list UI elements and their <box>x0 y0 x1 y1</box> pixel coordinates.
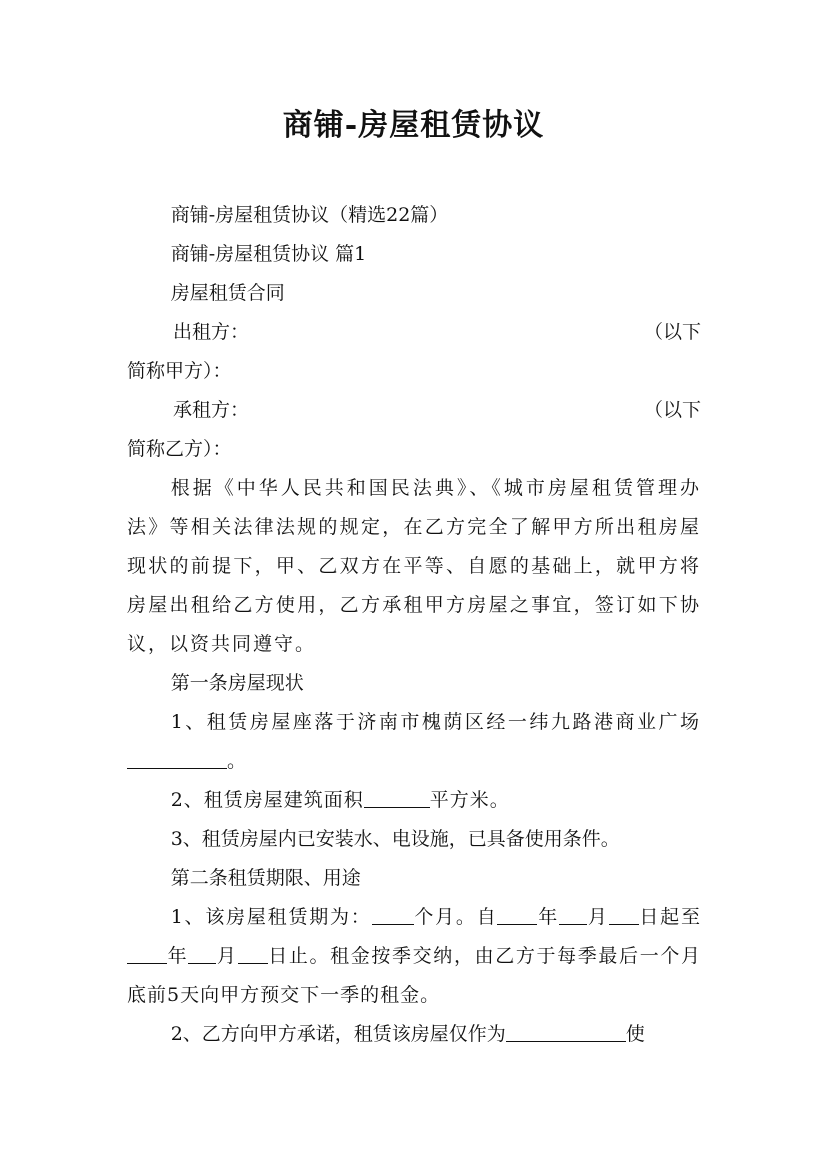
article-1-clause-2 <box>127 781 701 820</box>
lessee-continuation: 简称乙方）： <box>127 438 232 460</box>
clause-text: 日止。租金按季交纳，由乙方于每季最后一个月底前5天向甲方预交下一季的租金。 <box>127 945 701 1006</box>
blank-line <box>364 788 430 808</box>
clause-text: 1、该房屋租赁期为： <box>170 906 372 928</box>
clause-text: 2、租赁房屋建筑面积 <box>170 789 364 811</box>
lessee-label: 承租方： <box>173 399 250 421</box>
clause-text: 使 <box>625 1023 645 1045</box>
lessor-right: （以下 <box>643 321 701 343</box>
contract-name: 房屋租赁合同 <box>170 282 285 304</box>
article-2-clause-1 <box>127 898 701 1015</box>
clause-text: 1、租赁房屋座落于济南市槐荫区经一纬九路港商业广场 <box>170 711 701 733</box>
blank-line <box>127 944 167 964</box>
blank-line <box>506 1022 626 1042</box>
article-2-clause-2 <box>127 1015 701 1054</box>
subtitle: 商铺-房屋租赁协议（精选22篇） <box>170 204 449 226</box>
clause-text: 平方米。 <box>429 789 510 811</box>
lessee-right: （以下 <box>643 399 701 421</box>
clause-text: 日起至 <box>638 906 701 928</box>
blank-line <box>497 905 537 925</box>
section-heading: 商铺-房屋租赁协议 篇1 <box>170 243 367 265</box>
article-1-clause-1 <box>127 703 701 781</box>
blank-line <box>188 944 216 964</box>
intro-paragraph: 根据《中华人民共和国民法典》、《城市房屋租赁管理办法》等相关法律法规的规定，在乙方完全了解甲方所出租房屋现状的前提下，甲、乙双方在平等、自愿的基础上，就甲方将房屋出租给乙方使用，乙方承租甲方房屋之事宜，签订如下协议，以资共同遵守。 <box>127 477 701 655</box>
document-body <box>127 196 701 1054</box>
clause-text: 月 <box>216 945 238 967</box>
article-1-title: 第一条房屋现状 <box>170 672 304 694</box>
clause-text: 月 <box>587 906 609 928</box>
blank-line <box>559 905 587 925</box>
blank-line <box>238 944 268 964</box>
article-2-title: 第二条租赁期限、用途 <box>170 867 361 889</box>
clause-text: 年 <box>167 945 189 967</box>
blank-line <box>372 905 414 925</box>
clause-text: 。 <box>227 750 249 772</box>
clause-text: 个月。自 <box>413 906 498 928</box>
article-1-clause-3: 3、租赁房屋内已安装水、电设施，已具备使用条件。 <box>170 828 620 850</box>
lessor-label: 出租方： <box>173 321 250 343</box>
blank-line <box>609 905 639 925</box>
lessor-continuation: 简称甲方）： <box>127 360 232 382</box>
lessee-line <box>127 391 701 430</box>
clause-text: 2、乙方向甲方承诺，租赁该房屋仅作为 <box>170 1023 506 1045</box>
document-title: 商铺-房屋租赁协议 <box>282 108 545 143</box>
clause-text: 年 <box>537 906 560 928</box>
lessor-line <box>127 313 701 352</box>
blank-line <box>127 749 227 769</box>
